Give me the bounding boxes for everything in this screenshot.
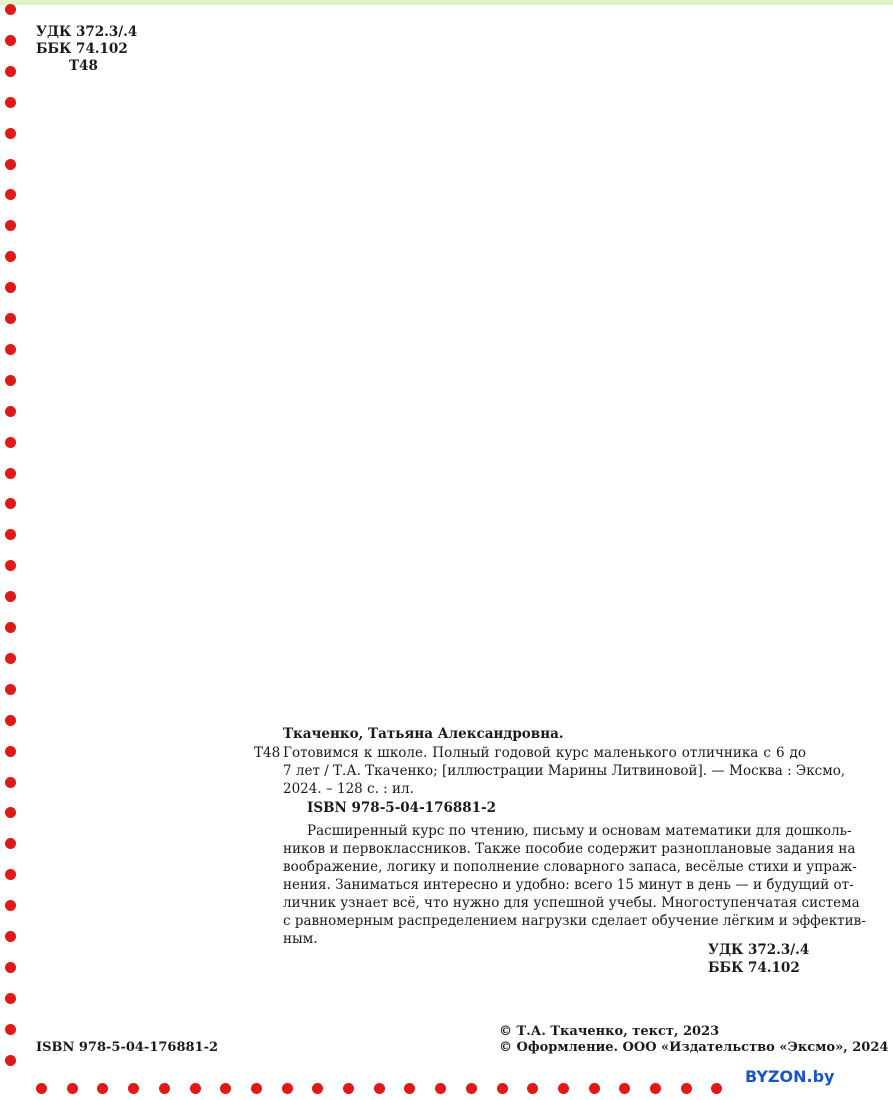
border-dot <box>404 1083 415 1094</box>
border-dot <box>67 1083 78 1094</box>
border-dot <box>5 715 16 726</box>
border-dot <box>5 622 16 633</box>
top-author-code: Т48 <box>69 58 98 74</box>
bottom-isbn: ISBN 978-5-04-176881-2 <box>36 1040 219 1055</box>
border-dot <box>466 1083 477 1094</box>
border-dot <box>527 1083 538 1094</box>
annotation-line: воображение, логику и пополнение словарного запаса, весёлые стихи и упраж- <box>283 859 857 875</box>
border-dot <box>220 1083 231 1094</box>
title-block <box>283 744 846 798</box>
border-dot <box>5 344 16 355</box>
border-dot <box>97 1083 108 1094</box>
border-dot <box>435 1083 446 1094</box>
border-dot <box>5 838 16 849</box>
author-line: Ткаченко, Татьяна Александровна. <box>283 726 564 742</box>
title-line: 7 лет / Т.А. Ткаченко; [иллюстрации Марины Литвиновой]. — Москва : Эксмо, <box>283 763 846 779</box>
border-dot <box>5 97 16 108</box>
border-dot <box>282 1083 293 1094</box>
top-strip <box>0 0 893 5</box>
border-dot <box>5 375 16 386</box>
border-dot <box>5 313 16 324</box>
annotation <box>283 822 866 948</box>
border-dot <box>5 66 16 77</box>
border-dot <box>5 653 16 664</box>
border-dot <box>5 4 16 15</box>
record-bbk: ББК 74.102 <box>708 960 800 976</box>
border-dot <box>5 962 16 973</box>
border-dot <box>5 993 16 1004</box>
title-line: Готовимся к школе. Полный годовой курс маленького отличника с 6 до <box>283 745 806 761</box>
border-dot <box>159 1083 170 1094</box>
border-dot <box>251 1083 262 1094</box>
border-dot <box>190 1083 201 1094</box>
annotation-line: личник узнает всё, что нужно для успешной учебы. Многоступенчатая система <box>283 895 860 911</box>
border-dot <box>5 128 16 139</box>
annotation-line: ным. <box>283 931 318 947</box>
annotation-line: Расширенный курс по чтению, письму и основам математики для дошколь- <box>307 823 852 839</box>
border-dot <box>5 529 16 540</box>
annotation-line: нения. Заниматься интересно и удобно: всего 15 минут в день — и будущий от- <box>283 877 854 893</box>
border-dot <box>558 1083 569 1094</box>
top-udk: УДК 372.3/.4 <box>36 24 138 40</box>
border-dot <box>619 1083 630 1094</box>
border-dot <box>5 1055 16 1066</box>
border-dot <box>5 189 16 200</box>
border-dot <box>5 220 16 231</box>
annotation-line: ников и первоклассников. Также пособие содержит разноплановые задания на <box>283 841 856 857</box>
border-dot <box>343 1083 354 1094</box>
top-left-classification <box>36 24 137 75</box>
border-dot <box>5 437 16 448</box>
border-dot <box>5 251 16 262</box>
border-dot <box>5 746 16 757</box>
border-dot <box>497 1083 508 1094</box>
border-dot <box>589 1083 600 1094</box>
record-udk: УДК 372.3/.4 <box>708 942 810 958</box>
top-bbk: ББК 74.102 <box>36 41 128 57</box>
border-dot <box>5 159 16 170</box>
annotation-line: с равномерным распределением нагрузки сделает обучение лёгким и эффектив- <box>283 913 866 929</box>
border-dot <box>5 684 16 695</box>
record-author-code: Т48 <box>254 745 281 761</box>
border-dot <box>5 869 16 880</box>
border-dot <box>5 900 16 911</box>
border-dot <box>5 35 16 46</box>
border-dot <box>36 1083 47 1094</box>
border-dot <box>374 1083 385 1094</box>
border-dot <box>5 1024 16 1035</box>
border-dot <box>5 560 16 571</box>
copyright-design: © Оформление. ООО «Издательство «Эксмо», 2024 <box>499 1040 889 1055</box>
border-dot <box>5 777 16 788</box>
border-dot <box>650 1083 661 1094</box>
byzon-watermark: BYZON.by <box>745 1067 835 1086</box>
border-dot <box>5 807 16 818</box>
border-dot <box>5 931 16 942</box>
border-dot <box>5 498 16 509</box>
border-dot <box>5 591 16 602</box>
border-dot <box>312 1083 323 1094</box>
record-isbn: ISBN 978-5-04-176881-2 <box>307 800 497 816</box>
border-dot <box>681 1083 692 1094</box>
border-dot <box>5 406 16 417</box>
border-dot <box>711 1083 722 1094</box>
copyright-text: © Т.А. Ткаченко, текст, 2023 <box>499 1024 720 1039</box>
record-classification <box>708 941 809 977</box>
border-dot <box>5 468 16 479</box>
title-line: 2024. – 128 с. : ил. <box>283 781 414 797</box>
border-dot <box>5 282 16 293</box>
border-dot <box>128 1083 139 1094</box>
